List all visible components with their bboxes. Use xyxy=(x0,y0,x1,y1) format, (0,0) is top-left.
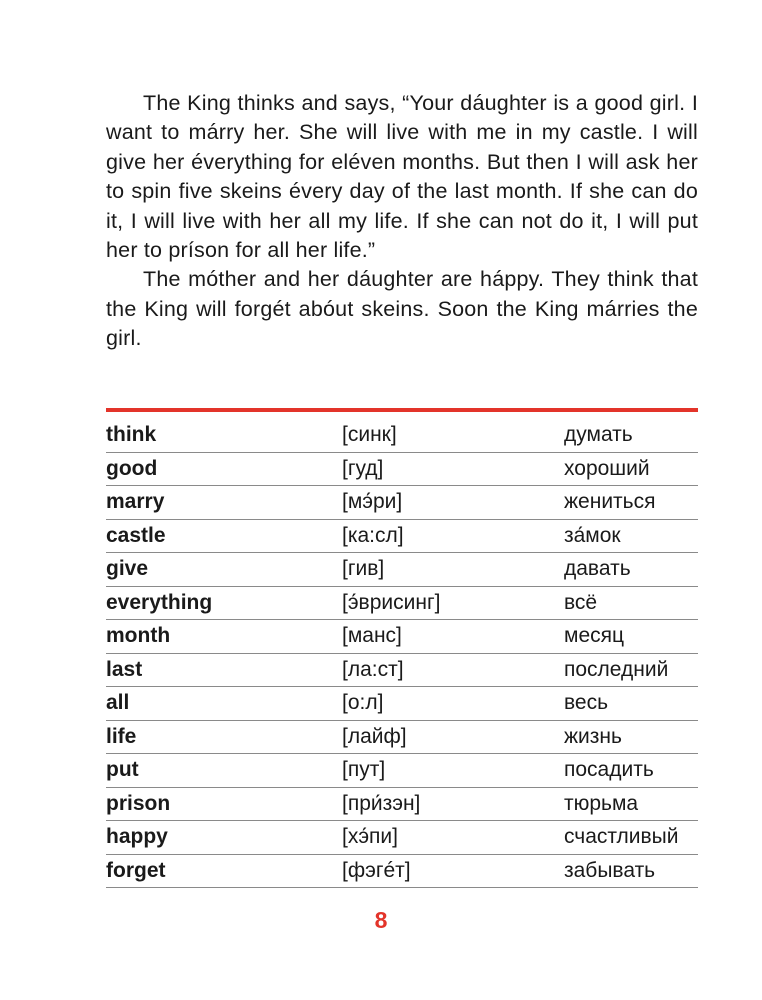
vocab-transcription: [лайф] xyxy=(342,720,564,754)
table-row xyxy=(106,653,698,687)
vocab-word: castle xyxy=(106,519,342,553)
vocab-word: happy xyxy=(106,821,342,855)
table-row xyxy=(106,519,698,553)
vocab-translation: за́мок xyxy=(564,519,698,553)
vocab-translation: жизнь xyxy=(564,720,698,754)
table-row xyxy=(106,486,698,520)
vocab-translation: забывать xyxy=(564,854,698,888)
vocab-transcription: [э́врисинг] xyxy=(342,586,564,620)
vocab-word: forget xyxy=(106,854,342,888)
vocabulary-table xyxy=(106,419,698,888)
vocab-translation: последний xyxy=(564,653,698,687)
vocab-transcription: [фэгéт] xyxy=(342,854,564,888)
vocab-translation: тюрьма xyxy=(564,787,698,821)
vocab-translation: счастливый xyxy=(564,821,698,855)
table-row xyxy=(106,720,698,754)
vocab-translation: всё xyxy=(564,586,698,620)
table-row xyxy=(106,754,698,788)
vocab-translation: весь xyxy=(564,687,698,721)
vocab-word: give xyxy=(106,553,342,587)
vocab-transcription: [гуд] xyxy=(342,452,564,486)
vocab-transcription: [о:л] xyxy=(342,687,564,721)
table-row xyxy=(106,787,698,821)
vocab-word: all xyxy=(106,687,342,721)
vocab-transcription: [синк] xyxy=(342,419,564,452)
vocab-translation: хороший xyxy=(564,452,698,486)
story-paragraph-2: The móther and her dáughter are háppy. They think that the King will forgét abóut skeins. Soon the King márries the girl. xyxy=(106,267,698,351)
vocab-translation: давать xyxy=(564,553,698,587)
story-text xyxy=(106,89,698,354)
vocab-word: life xyxy=(106,720,342,754)
vocab-word: good xyxy=(106,452,342,486)
vocab-transcription: [пут] xyxy=(342,754,564,788)
table-row xyxy=(106,620,698,654)
vocab-word: put xyxy=(106,754,342,788)
vocab-transcription: [мэ́ри] xyxy=(342,486,564,520)
table-row xyxy=(106,821,698,855)
table-row xyxy=(106,586,698,620)
vocab-translation: месяц xyxy=(564,620,698,654)
table-row xyxy=(106,452,698,486)
page-number: 8 xyxy=(374,907,388,933)
vocab-transcription: [ла:ст] xyxy=(342,653,564,687)
table-row xyxy=(106,854,698,888)
red-divider xyxy=(106,408,698,412)
vocab-translation: жениться xyxy=(564,486,698,520)
vocab-transcription: [ка:сл] xyxy=(342,519,564,553)
vocab-word: prison xyxy=(106,787,342,821)
vocab-transcription: [при́зэн] xyxy=(342,787,564,821)
vocab-transcription: [хэ́пи] xyxy=(342,821,564,855)
vocab-word: marry xyxy=(106,486,342,520)
table-row xyxy=(106,553,698,587)
vocab-word: last xyxy=(106,653,342,687)
story-paragraph-1: The King thinks and says, “Your dáughter is a good girl. I want to márry her. She will live with me in my castle. I will give her éverything for eléven months. But then I will ask her to spin five skeins évery day of the last month. If she can do it, I will live with her all my life. If she can not do it, I will put her to príson for all her life.” xyxy=(106,91,698,263)
vocab-transcription: [манс] xyxy=(342,620,564,654)
vocab-word: everything xyxy=(106,586,342,620)
table-row xyxy=(106,419,698,452)
vocab-translation: думать xyxy=(564,419,698,452)
table-row xyxy=(106,687,698,721)
vocab-translation: посадить xyxy=(564,754,698,788)
vocab-transcription: [гив] xyxy=(342,553,564,587)
vocab-word: month xyxy=(106,620,342,654)
vocab-word: think xyxy=(106,419,342,452)
